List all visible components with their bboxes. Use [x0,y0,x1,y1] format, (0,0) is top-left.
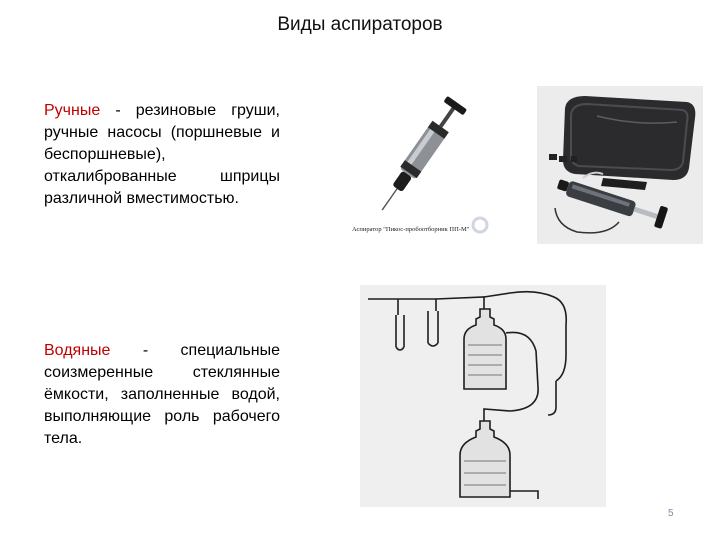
pump-case-drawing [537,86,703,244]
water-aspirator-drawing [360,285,606,507]
hand-pump-image [340,86,500,246]
page-number: 5 [668,508,674,519]
pump-caption: Аспиратор "Пикос-пробоотборник ПП-М" [352,226,470,233]
water-aspirators-paragraph [44,340,280,450]
manual-aspirators-paragraph [44,100,280,210]
manual-keyword: Ручные [44,102,101,119]
water-keyword: Водяные [44,342,111,359]
manual-description: - резиновые груши, ручные насосы (поршневые и беспоршневые), откалиброванные шприцы различной вместимостью. [44,102,280,207]
pump-case-image [537,86,703,244]
hand-pump-drawing [340,86,500,246]
water-aspirator-image [360,285,606,507]
water-description: - специальные соизмеренные стеклянные ёмкости, заполненные водой, выполняющие роль рабочего тела. [44,342,280,447]
slide-title: Виды аспираторов [277,14,443,35]
